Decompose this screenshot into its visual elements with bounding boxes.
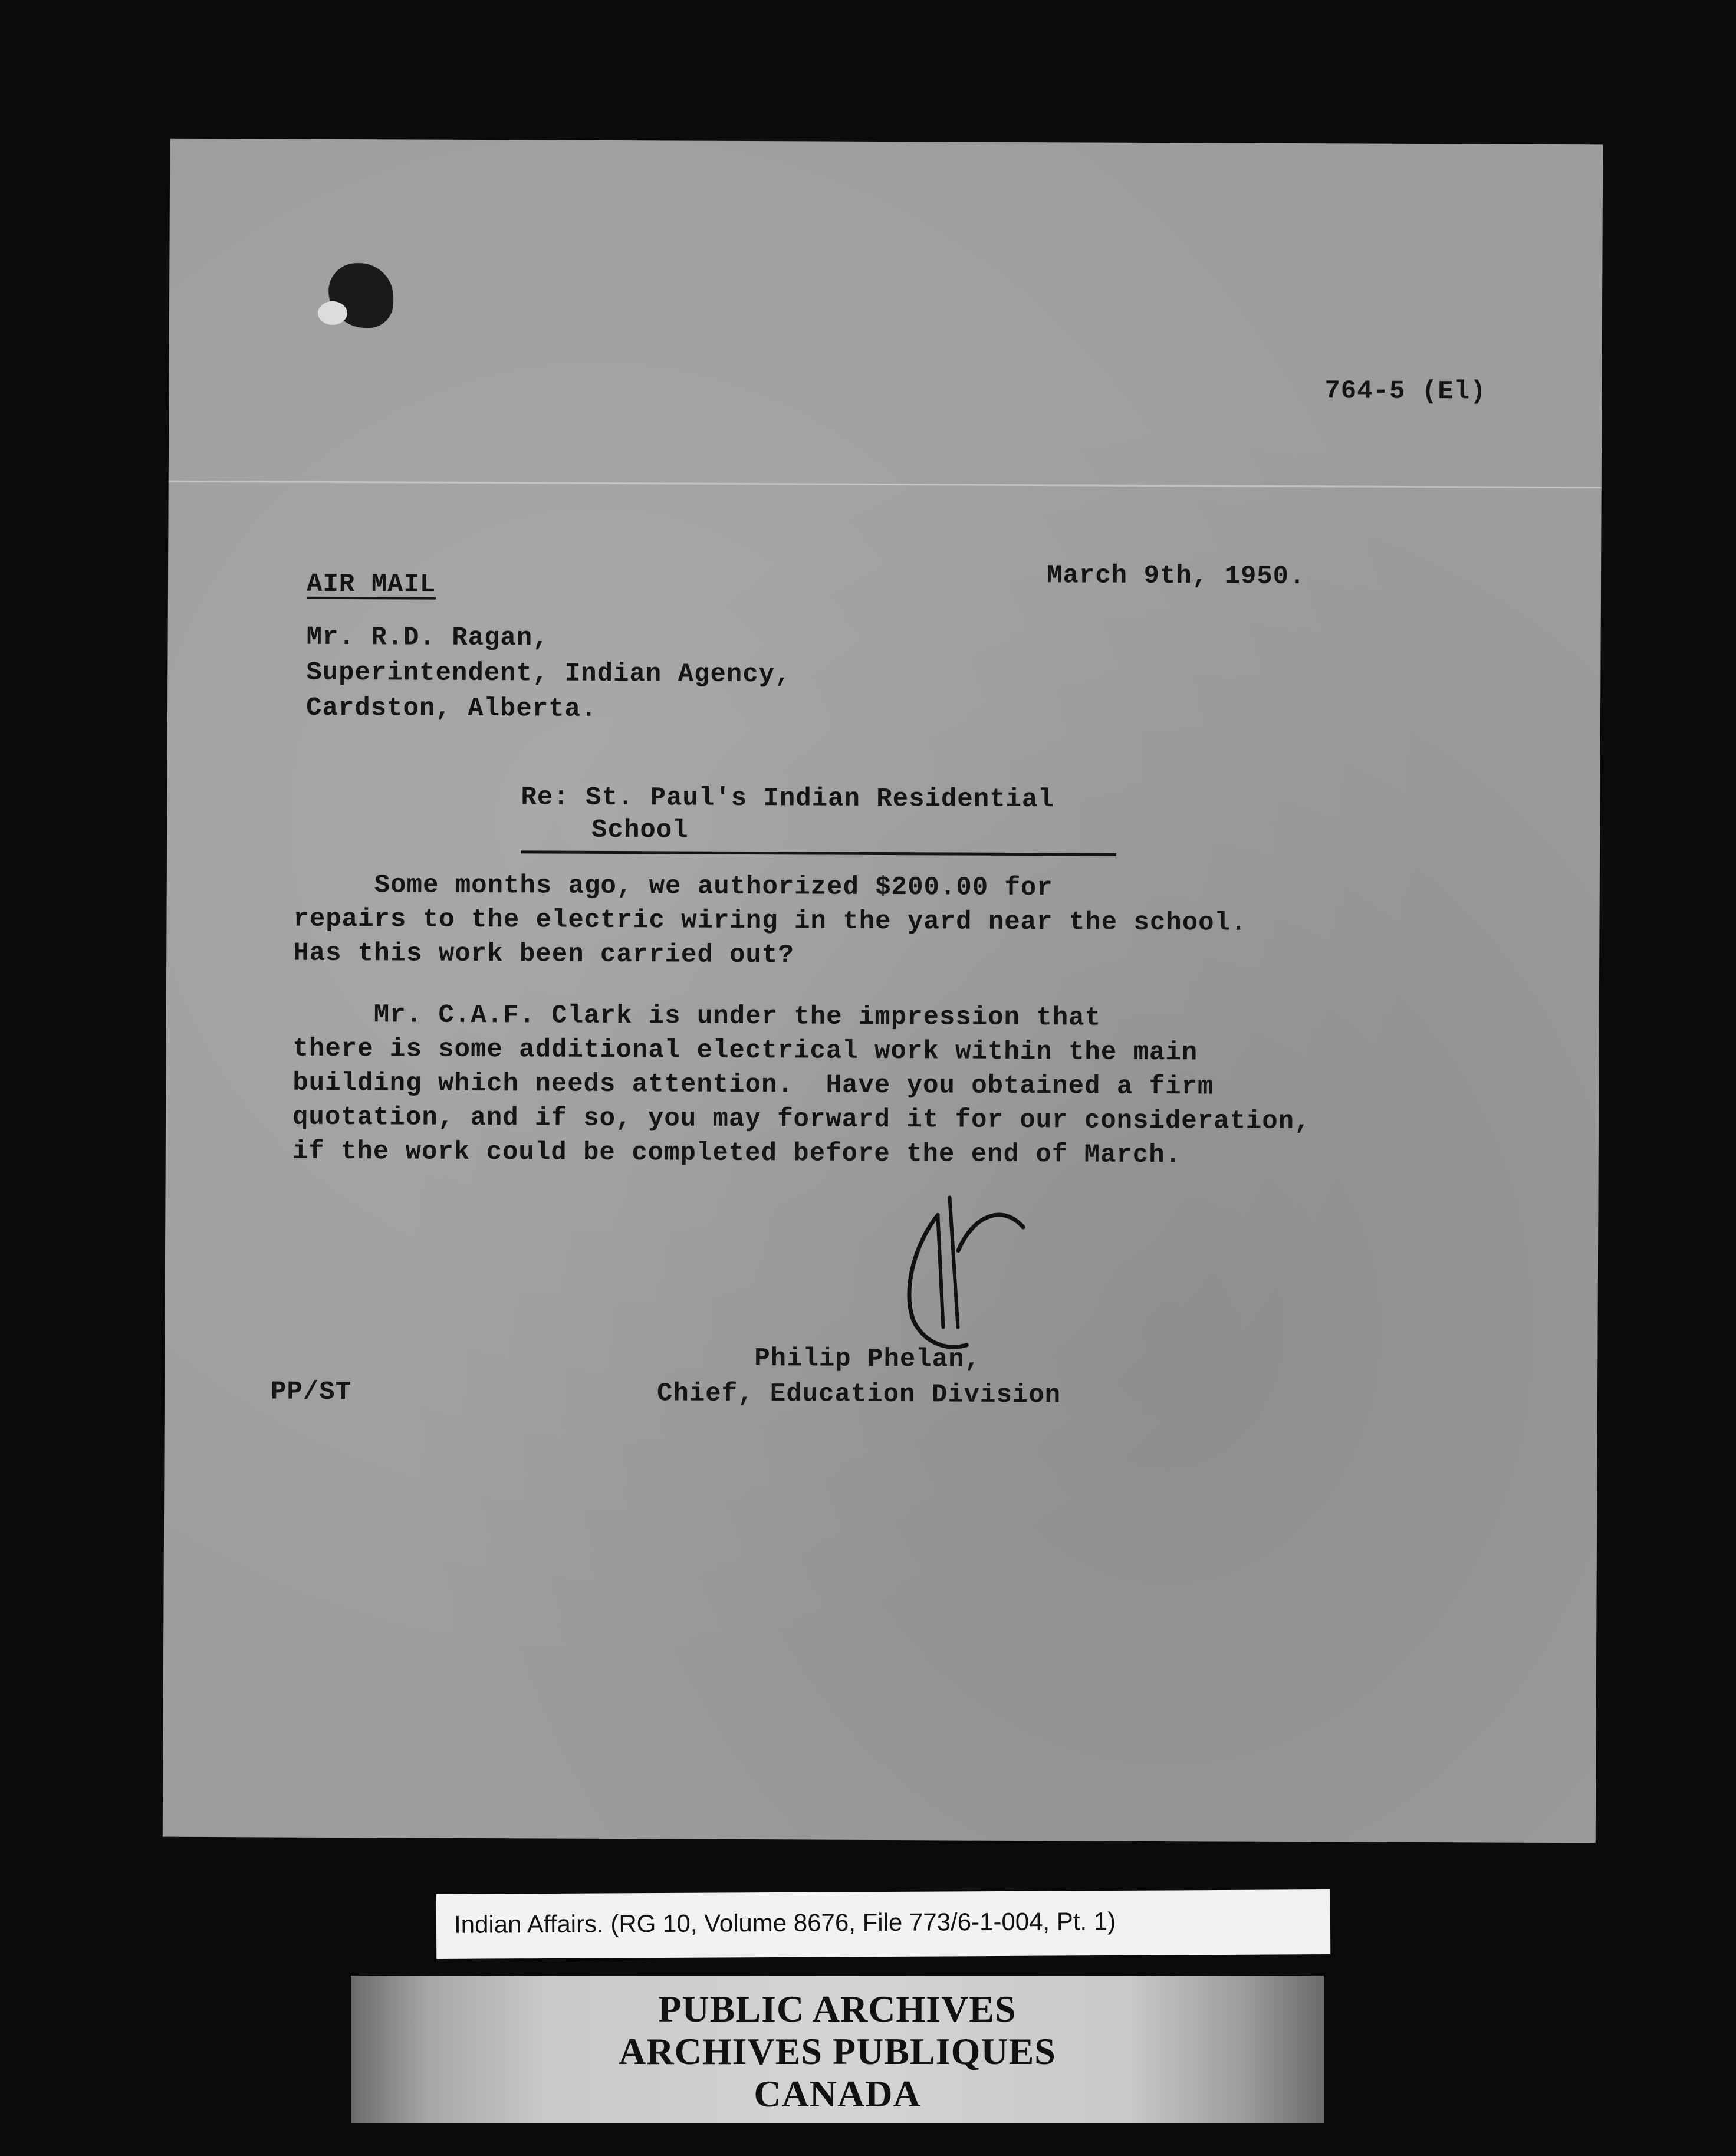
subject-underline <box>521 850 1116 856</box>
body-para2-line5: if the work could be completed before the end of March. <box>292 1136 1182 1171</box>
typist-initials: PP/ST <box>270 1377 352 1408</box>
stamp-line-3: CANADA <box>754 2073 921 2115</box>
archives-stamp <box>351 1976 1324 2123</box>
subject-line-2: School <box>591 815 689 846</box>
body-para2-line3: building which needs attention. Have you obtained a firm <box>292 1068 1214 1102</box>
file-reference: 764-5 (El) <box>1324 376 1487 407</box>
air-mail-label: AIR MAIL <box>306 569 436 600</box>
body-para1-line3: Has this work been carried out? <box>293 938 794 971</box>
archive-reference-text: Indian Affairs. (RG 10, Volume 8676, File 773/6-1-004, Pt. 1) <box>453 1907 1116 1938</box>
fold-line <box>169 481 1602 489</box>
recipient-location: Cardston, Alberta. <box>305 693 597 724</box>
stamp-line-1: PUBLIC ARCHIVES <box>658 1988 1017 2030</box>
signatory-title: Chief, Education Division <box>656 1379 1061 1411</box>
archive-reference-label <box>436 1889 1331 1959</box>
body-para2-line1: Mr. C.A.F. Clark is under the impression that <box>292 1000 1102 1033</box>
recipient-name: Mr. R.D. Ragan, <box>306 622 549 653</box>
recipient-title: Superintendent, Indian Agency, <box>306 658 791 690</box>
punch-hole-edge <box>318 301 347 325</box>
letter-date: March 9th, 1950. <box>1046 561 1306 592</box>
handwritten-initials-signature <box>896 1179 1038 1357</box>
body-para1-line2: repairs to the electric wiring in the yard near the school. <box>293 904 1247 938</box>
subject-line-1: Re: St. Paul's Indian Residential <box>521 783 1054 815</box>
body-para2-line2: there is some additional electrical work within the main <box>292 1034 1198 1068</box>
stamp-line-2: ARCHIVES PUBLIQUES <box>619 2030 1056 2072</box>
body-para2-line4: quotation, and if so, you may forward it for our consideration, <box>292 1102 1311 1137</box>
signatory-name: Philip Phelan, <box>754 1344 981 1375</box>
body-para1-line1: Some months ago, we authorized $200.00 for <box>293 870 1053 903</box>
letter-page <box>163 139 1603 1843</box>
